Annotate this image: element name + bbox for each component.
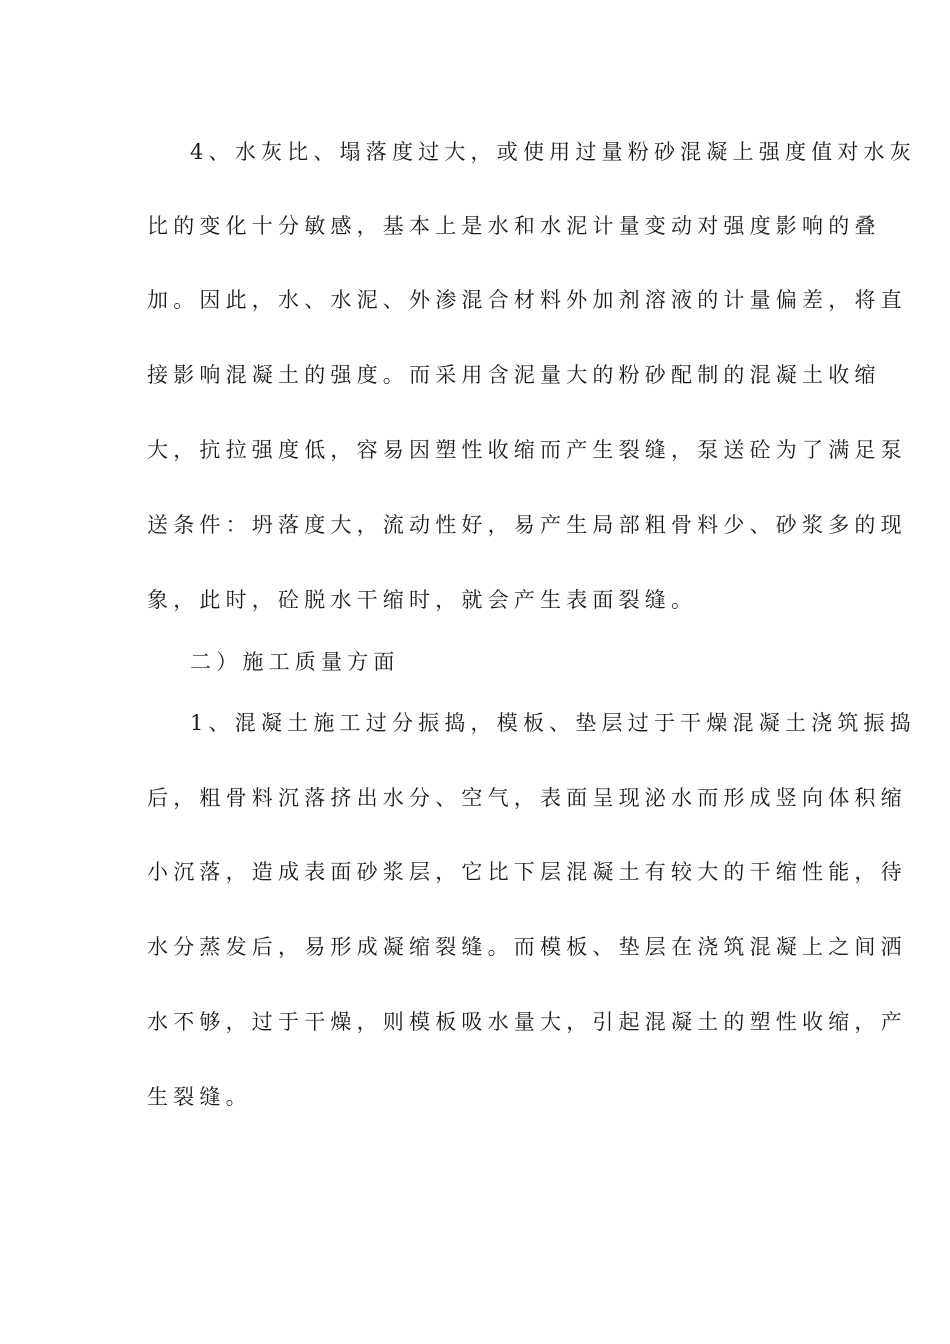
paragraph-line: 大，抗拉强度低，容易因塑性收缩而产生裂缝，泵送砼为了满足泵 bbox=[147, 438, 907, 462]
section-heading: 二）施工质量方面 bbox=[190, 650, 400, 674]
paragraph-line: 后，粗骨料沉落挤出水分、空气，表面呈现泌水而形成竖向体积缩 bbox=[147, 786, 907, 810]
paragraph-line: 小沉落，造成表面砂浆层，它比下层混凝土有较大的干缩性能，待 bbox=[147, 860, 907, 884]
paragraph-line: 1、混凝土施工过分振捣，模板、垫层过于干燥混凝土浇筑振捣 bbox=[190, 711, 916, 735]
paragraph-line: 4、水灰比、塌落度过大，或使用过量粉砂混凝上强度值对水灰 bbox=[190, 140, 916, 164]
paragraph-line: 象，此时，砼脱水干缩时，就会产生表面裂缝。 bbox=[147, 588, 698, 612]
paragraph-line: 比的变化十分敏感，基本上是水和水泥计量变动对强度影响的叠 bbox=[147, 214, 881, 238]
paragraph-line: 加。因此，水、水泥、外渗混合材料外加剂溶液的计量偏差，将直 bbox=[147, 288, 907, 312]
paragraph-line: 水分蒸发后，易形成凝缩裂缝。而模板、垫层在浇筑混凝上之间洒 bbox=[147, 935, 907, 959]
paragraph-line: 送条件：坍落度大，流动性好，易产生局部粗骨料少、砂浆多的现 bbox=[147, 513, 907, 537]
paragraph-line: 水不够，过于干燥，则模板吸水量大，引起混凝土的塑性收缩，产 bbox=[147, 1010, 907, 1034]
paragraph-line: 接影响混凝土的强度。而采用含泥量大的粉砂配制的混凝土收缩 bbox=[147, 363, 881, 387]
paragraph-line: 生裂缝。 bbox=[147, 1085, 252, 1109]
